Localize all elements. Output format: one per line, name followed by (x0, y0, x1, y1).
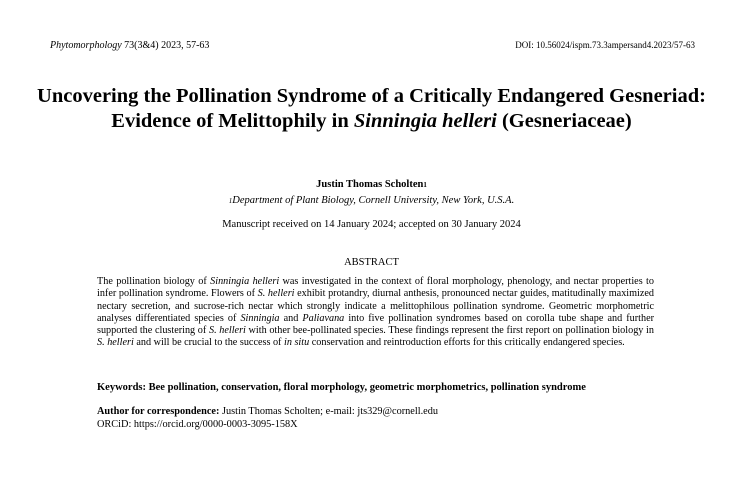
author-name: Justin Thomas Scholten (316, 179, 424, 190)
abstract-text-run: The pollination biology of (97, 276, 211, 287)
affiliation (0, 195, 743, 206)
abstract-italic-term: S. helleri (208, 325, 246, 337)
abstract-italic-term: S. helleri (97, 337, 134, 349)
author-line (0, 179, 743, 190)
running-header (50, 40, 695, 51)
abstract-italic-term: Paliavana (302, 312, 345, 324)
affiliation-marker: 1 (228, 197, 233, 205)
journal-name: Phytomorphology (50, 40, 122, 51)
correspondence-label: Author for correspondence: (97, 406, 220, 417)
abstract-italic-term: S. helleri (257, 288, 295, 300)
abstract-text-run: conservation and reintroduction efforts for this critically endangered species. (309, 337, 625, 349)
keywords: Keywords: Bee pollination, conservation, floral morphology, geometric morphometrics, pollination syndrome (97, 382, 586, 393)
correspondence (97, 406, 657, 431)
abstract-text-run: and (279, 312, 303, 324)
abstract-text-run: and will be crucial to the success of (133, 337, 284, 349)
journal-volume: 73(3&4) 2023, 57-63 (121, 40, 210, 51)
orcid-line[interactable]: ORCiD: https://orcid.org/0000-0003-3095-158X (97, 418, 298, 430)
correspondence-line (97, 406, 657, 419)
title-species: Sinningia helleri (353, 110, 497, 132)
abstract-italic-term: Sinningia (240, 312, 280, 324)
doi: DOI: 10.56024/ispm.73.3ampersand4.2023/57-63 (515, 40, 695, 50)
abstract-text-run: into five pollination syndromes based on corolla tube shape and further supported the clustering of (97, 312, 654, 337)
title-part2: (Gesneriaceae) (496, 110, 632, 132)
abstract-text-run: exhibit protandry, diurnal anthesis, pronounced nectar guides, matitudinally maximized nectary secretion, and sucrose-rich nectar which strongly indicate a melittophilous pollination syndrome. Geometric morphometric analyses differentiated species of (97, 288, 655, 324)
abstract-heading: ABSTRACT (344, 257, 399, 268)
abstract-text-run: with other bee-pollinated species. These findings represent the first report on pollination biology in (245, 325, 654, 337)
abstract-body (97, 276, 654, 350)
journal-citation (50, 40, 209, 51)
abstract-italic-term: in situ (284, 337, 310, 349)
abstract-text-run: was investigated in the context of floral morphology, phenology, and nectar properties to infer pollination syndrome. Flowers of (97, 276, 654, 300)
affiliation-text: Department of Plant Biology, Cornell University, New York, U.S.A. (232, 195, 515, 206)
correspondence-text: Justin Thomas Scholten; e-mail: jts329@cornell.edu (219, 406, 439, 417)
author-affiliation-marker: 1 (423, 181, 427, 189)
abstract-italic-term: Sinningia helleri (210, 276, 280, 287)
title-part1: Uncovering the Pollination Syndrome of a Critically Endangered Gesneriad: Evidence of Melittophily in (37, 85, 706, 132)
paper-title (20, 84, 723, 134)
manuscript-dates: Manuscript received on 14 January 2024; accepted on 30 January 2024 (222, 219, 521, 230)
